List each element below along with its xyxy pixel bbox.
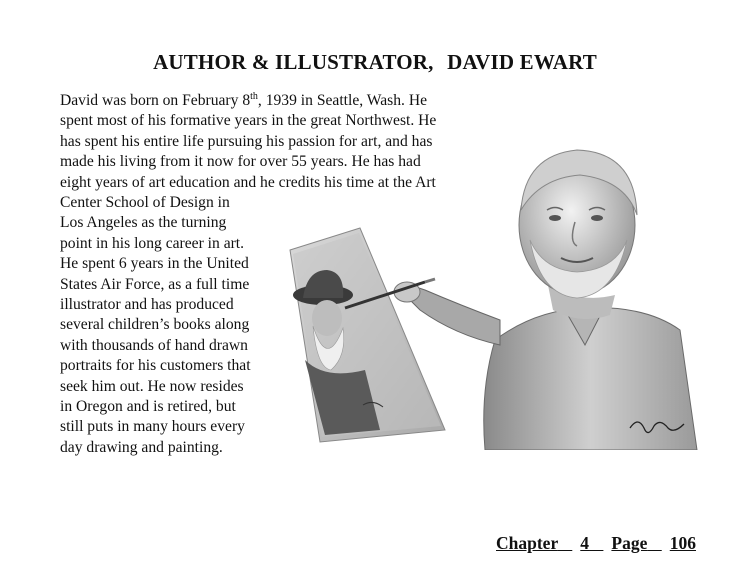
bio-line: illustrator and has produced [60, 296, 234, 314]
bio-line: point in his long career in art. [60, 234, 245, 252]
bio-line: eight years of art education and he credits his time at the Art [60, 173, 436, 191]
bio-line: Center School of Design in [60, 194, 230, 211]
bio-line: portraits for his customers that [60, 357, 251, 375]
bio-line: States Air Force, as a full time [60, 275, 250, 293]
page-title [0, 50, 750, 75]
bio-line: still puts in many hours every [60, 418, 245, 436]
bio-line: with thousands of hand drawn [60, 336, 248, 354]
chapter-number: 4 [580, 533, 590, 553]
bio-paragraph-column [60, 193, 272, 458]
bio-line: David was born on February 8th, 1939 in Seattle, Wash. He [60, 90, 428, 109]
bio-line: Los Angeles as the turning [60, 214, 227, 232]
bio-line: several children’s books along [60, 316, 250, 334]
superscript: th [250, 90, 258, 102]
chapter-label: Chapter [496, 533, 558, 553]
author-name: DAVID EWART [447, 50, 597, 74]
page-number: 106 [669, 533, 696, 553]
page-footer [488, 533, 696, 554]
bio-line: in Oregon and is retired, but [60, 398, 236, 416]
bio-line: He spent 6 years in the United [60, 255, 249, 273]
bio-line: day drawing and painting. [60, 438, 223, 456]
bio-line: spent most of his formative years in the great Northwest. He [60, 112, 437, 130]
page-label: Page [611, 533, 648, 553]
bio-line: has spent his entire life pursuing his passion for art, and has [60, 132, 433, 150]
title-text: AUTHOR & ILLUSTRATOR, [153, 50, 434, 74]
bio-line: made his living from it now for over 55 years. He has had [60, 153, 421, 171]
bio-line: seek him out. He now resides [60, 377, 244, 395]
artist-portrait-illustration-icon [285, 130, 700, 450]
